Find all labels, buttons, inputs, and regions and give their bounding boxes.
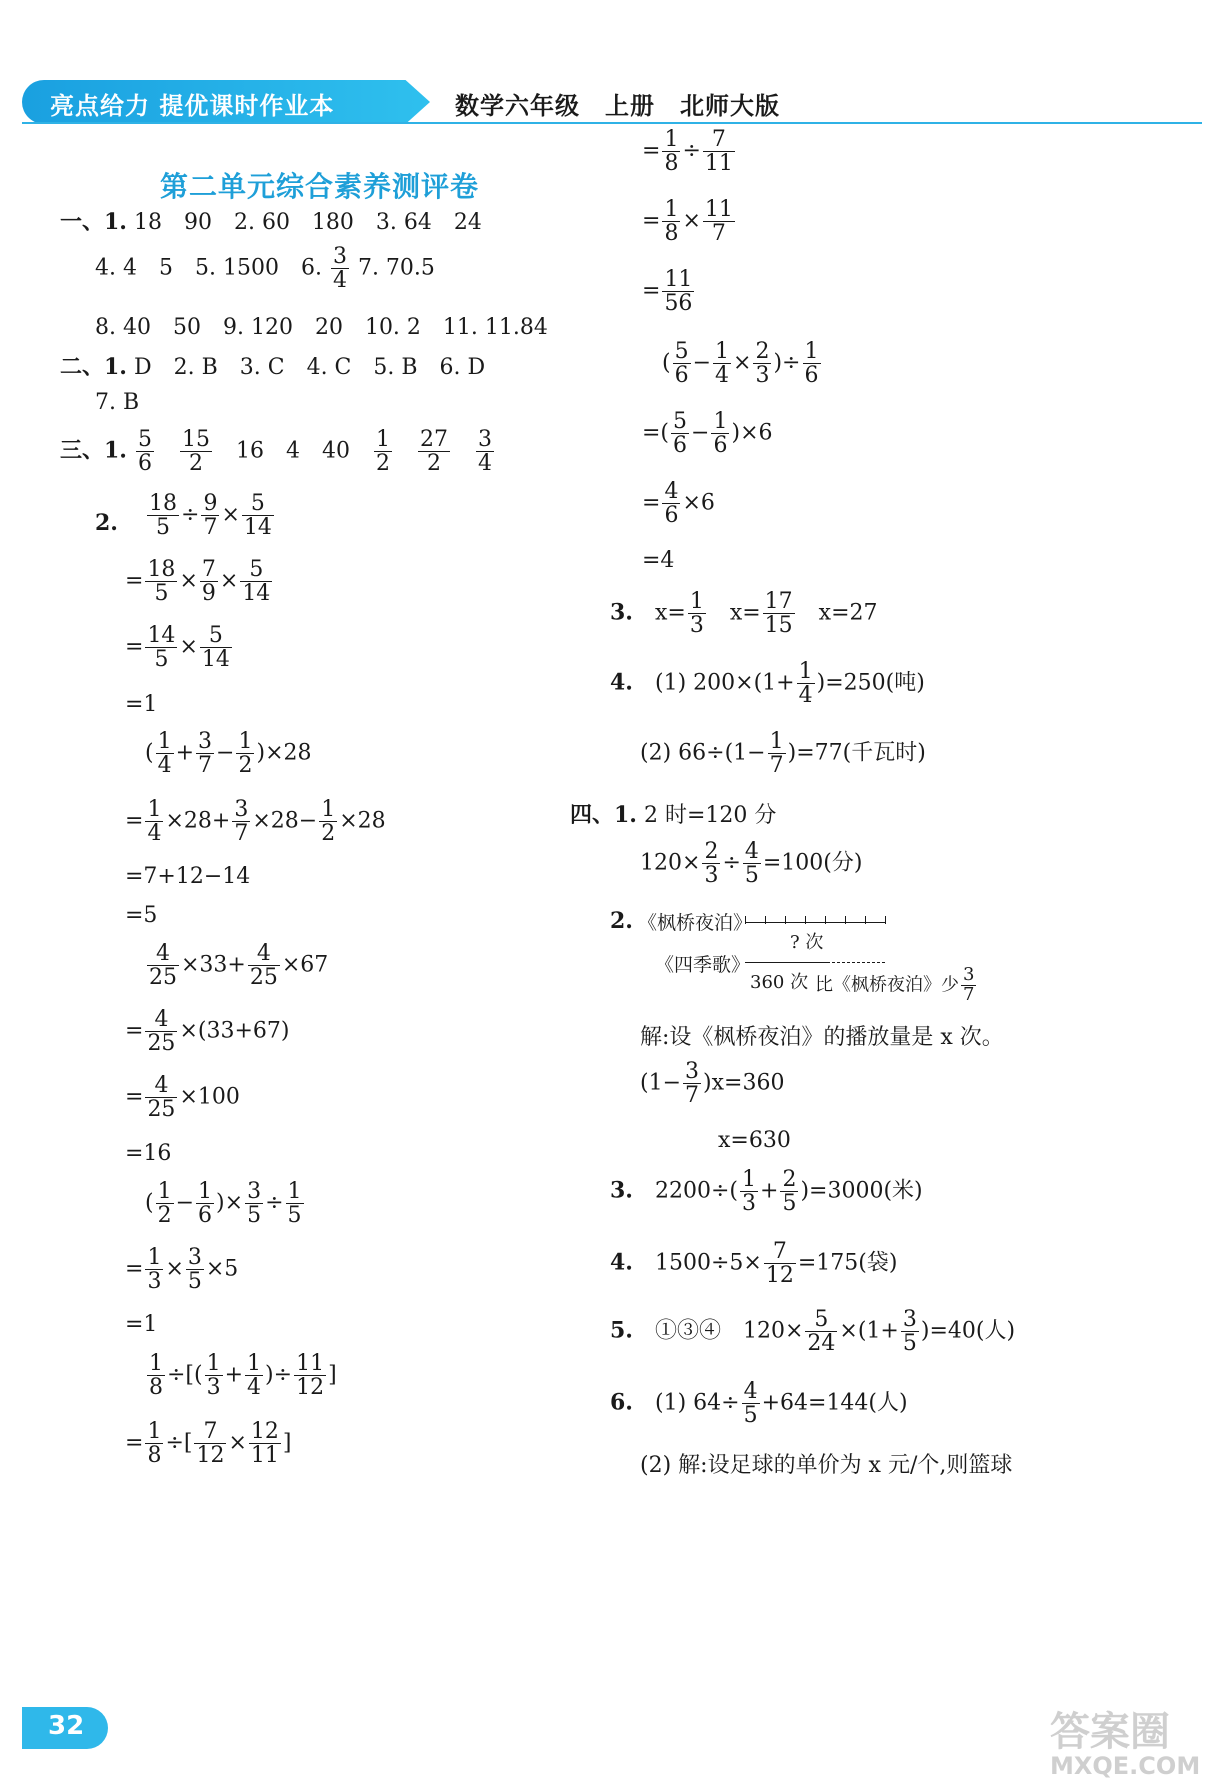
section-2-line-2: 7. B <box>95 390 140 415</box>
answer-text: 4. 4 5 5. 1500 6. <box>95 255 322 281</box>
watermark-logo: 答案圈 <box>1050 1709 1170 1755</box>
fraction: $\frac{15}{2}$ <box>181 427 210 477</box>
calc-line: = $\frac{18}{5}$ × $\frac{7}{9}$ × $\frac{5}{14}$ <box>125 557 271 607</box>
calc-line: = $\frac{1}{3}$ × $\frac{3}{5}$ ×5 <box>125 1245 239 1295</box>
calc-line: ( $\frac{5}{6}$ − $\frac{1}{4}$ × $\frac{2}{3}$ )÷ $\frac{1}{6}$ <box>662 339 819 389</box>
calc-line: ( $\frac{1}{2}$ − $\frac{1}{6}$ )× $\frac{3}{5}$ ÷ $\frac{1}{5}$ <box>145 1179 302 1229</box>
diagram-label-b: 《四季歌》 <box>655 954 751 976</box>
diagram-label-a: 《枫桥夜泊》 <box>638 912 753 934</box>
fraction: $\frac{5}{6}$ <box>137 427 152 477</box>
tick <box>885 916 886 924</box>
answer-text: 18 90 2. 60 180 3. 64 24 <box>133 210 482 235</box>
section-4-line-1: 四、1. 2 时=120 分 <box>570 802 777 828</box>
calc-line: = $\frac{1}{8}$ ÷[ $\frac{7}{12}$ × $\frac{12}{11}$ ] <box>125 1419 292 1469</box>
calc-result: =16 <box>125 1141 172 1166</box>
tick <box>785 916 786 924</box>
q4-part-1: 4. (1) 200×(1+ $\frac{1}{4}$ )=250(吨) <box>610 659 925 709</box>
book-title: 数学六年级 上册 北师大版 <box>455 92 780 120</box>
calc-result: =4 <box>642 548 675 573</box>
section-4-label: 四、1. <box>570 802 637 828</box>
section-1-line-1 <box>60 205 482 236</box>
q4-part-2: (2) 66÷(1− $\frac{1}{7}$ )=77(千瓦时) <box>640 729 926 779</box>
calc-line: $\frac{4}{25}$ ×33+ $\frac{4}{25}$ ×67 <box>149 941 329 991</box>
calc-line: = $\frac{4}{25}$ ×(33+67) <box>125 1007 290 1057</box>
section-1-line-2 <box>95 245 435 292</box>
diagram-bar-b-dashed <box>827 962 885 963</box>
diagram-compare: 比《枫桥夜泊》少 $\frac{3}{7}$ <box>815 964 975 1005</box>
calc-line: =7+12−14 <box>125 864 251 889</box>
fraction: $\frac{3}{4}$ <box>478 427 493 477</box>
calc-result: =1 <box>125 1312 158 1337</box>
fraction: $\frac{27}{2}$ <box>420 427 449 477</box>
fraction: $\frac{3}{4}$ <box>332 244 347 294</box>
fraction: $\frac{1}{2}$ <box>376 427 391 477</box>
solution-answer: x=630 <box>718 1128 791 1153</box>
calc-line: = $\frac{4}{6}$ ×6 <box>642 479 715 529</box>
tick <box>745 916 746 924</box>
q5-right: 5. ①③④ 120× $\frac{5}{24}$ ×(1+ $\frac{3}{5}$ )=40(人) <box>610 1307 1016 1357</box>
q6-part-2: (2) 解:设足球的单价为 x 元/个,则篮球 <box>640 1453 1013 1478</box>
diagram-bar-a <box>745 922 885 923</box>
tick <box>865 916 866 924</box>
section-3-label: 三、1. <box>60 437 127 464</box>
answer-text: D 2. B 3. C 4. C 5. B 6. D <box>133 355 486 380</box>
diagram-360: 360 次 <box>750 972 809 993</box>
calc-result: =1 <box>125 692 158 717</box>
solution-equation: (1− $\frac{3}{7}$ )x=360 <box>640 1059 785 1109</box>
calc-line: = $\frac{14}{5}$ × $\frac{5}{14}$ <box>125 623 230 673</box>
calc-line: = $\frac{4}{25}$ ×100 <box>125 1073 240 1123</box>
section-2-label: 二、1. <box>60 354 127 380</box>
calc-line: ( $\frac{1}{4}$ + $\frac{3}{7}$ − $\frac{1}{2}$ )×28 <box>145 729 312 779</box>
diagram-bar-b <box>745 962 827 963</box>
header-divider <box>22 122 1202 124</box>
solution-text: 解:设《枫桥夜泊》的播放量是 x 次。 <box>640 1025 1004 1050</box>
section-2-line-1 <box>60 350 485 381</box>
answer-text: 7. 70.5 <box>357 255 435 281</box>
watermark-url: MXQE.COM <box>1050 1752 1201 1780</box>
tick <box>765 916 766 924</box>
section-3-line-1 <box>60 428 496 475</box>
calc-line: =( $\frac{5}{6}$ − $\frac{1}{6}$ )×6 <box>642 409 773 459</box>
page-title: 第二单元综合素养测评卷 <box>160 170 480 203</box>
tick <box>805 916 806 924</box>
calc-line: = $\frac{11}{56}$ <box>642 267 693 317</box>
q3-line: 3. x= $\frac{1}{3}$ x= $\frac{17}{15}$ x=27 <box>610 589 878 639</box>
calc-result: =5 <box>125 903 158 928</box>
q6-part-1: 6. (1) 64÷ $\frac{4}{5}$ +64=144(人) <box>610 1379 908 1429</box>
q2-label-right: 2. <box>610 908 633 934</box>
diagram-question: ? 次 <box>790 932 824 953</box>
calc-line: = $\frac{1}{8}$ ÷ $\frac{7}{11}$ <box>642 127 733 177</box>
calc-line: $\frac{18}{5}$ ÷ $\frac{9}{7}$ × $\frac{5}{14}$ <box>149 491 272 541</box>
calc-line: = $\frac{1}{4}$ ×28+ $\frac{3}{7}$ ×28− $\frac{1}{2}$ ×28 <box>125 797 386 847</box>
q4-right: 4. 1500÷5× $\frac{7}{12}$ =175(袋) <box>610 1239 898 1289</box>
section-1-label: 一、1. <box>60 209 127 235</box>
q3-right: 3. 2200÷( $\frac{1}{3}$ + $\frac{2}{5}$ )=3000(米) <box>610 1167 923 1217</box>
tick <box>845 916 846 924</box>
calc-line: = $\frac{1}{8}$ × $\frac{11}{7}$ <box>642 197 733 247</box>
answer-text: 16 4 40 <box>236 438 350 464</box>
section-4-line-2: 120× $\frac{2}{3}$ ÷ $\frac{4}{5}$ =100(分) <box>640 839 863 889</box>
calc-line: $\frac{1}{8}$ ÷[( $\frac{1}{3}$ + $\frac{1}{4}$ )÷ $\frac{11}{12}$ ] <box>149 1351 337 1401</box>
banner-title: 亮点给力 提优课时作业本 <box>50 92 335 120</box>
q2-label: 2. <box>95 510 118 536</box>
page-number: 32 <box>48 1711 85 1741</box>
tick <box>825 916 826 924</box>
section-1-line-3: 8. 40 50 9. 120 20 10. 2 11. 11.84 <box>95 315 548 340</box>
